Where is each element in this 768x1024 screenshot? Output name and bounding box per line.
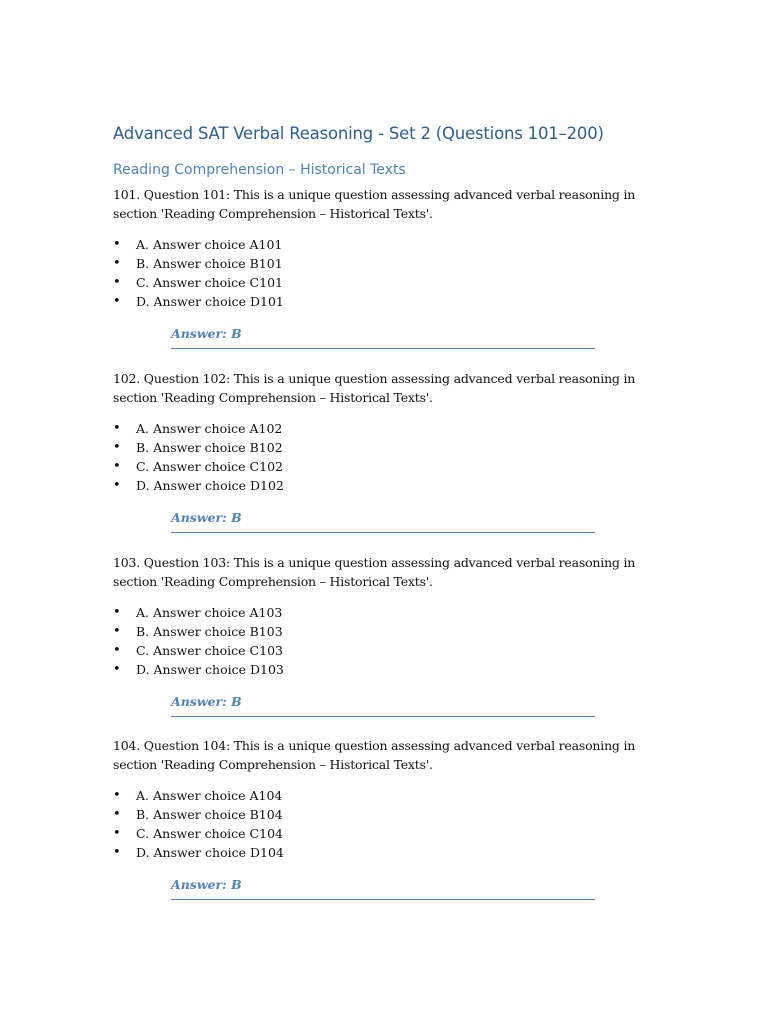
answer-choice-label: D. Answer choice D101 bbox=[136, 294, 284, 309]
answer-choice bbox=[113, 457, 673, 476]
answer-choice-label: C. Answer choice C102 bbox=[136, 459, 283, 474]
answer-choice-label: A. Answer choice A104 bbox=[136, 788, 283, 803]
answer-choice bbox=[113, 786, 673, 805]
bullet-icon: • bbox=[113, 624, 121, 639]
bullet-icon: • bbox=[113, 662, 121, 677]
answer-choice bbox=[113, 273, 673, 292]
bullet-icon: • bbox=[113, 440, 121, 455]
answer-choice-label: A. Answer choice A101 bbox=[136, 237, 283, 252]
question-text: 102. Question 102: This is a unique question assessing advanced verbal reasoning in section 'Reading Comprehension – Historical Texts'. bbox=[113, 371, 636, 405]
answer-choice bbox=[113, 419, 673, 438]
answer-choices-list bbox=[113, 235, 673, 311]
answer-choice bbox=[113, 843, 673, 862]
bullet-icon: • bbox=[113, 826, 121, 841]
answer-choice-label: C. Answer choice C104 bbox=[136, 826, 283, 841]
bullet-icon: • bbox=[113, 845, 121, 860]
answer-choice-label: D. Answer choice D102 bbox=[136, 478, 284, 493]
answer-choice-label: B. Answer choice B104 bbox=[136, 807, 283, 822]
answer-choice-label: D. Answer choice D103 bbox=[136, 662, 284, 677]
answer-choice bbox=[113, 292, 673, 311]
answer-choice-label: D. Answer choice D104 bbox=[136, 845, 284, 860]
answer-choice bbox=[113, 824, 673, 843]
answer-line: Answer: B bbox=[171, 692, 595, 717]
bullet-icon: • bbox=[113, 605, 121, 620]
answer-line: Answer: B bbox=[171, 324, 595, 349]
bullet-icon: • bbox=[113, 256, 121, 271]
bullet-icon: • bbox=[113, 421, 121, 436]
answer-choice-label: A. Answer choice A102 bbox=[136, 421, 283, 436]
section-heading: Reading Comprehension – Historical Texts bbox=[113, 162, 406, 178]
question-block bbox=[113, 185, 673, 349]
bullet-icon: • bbox=[113, 643, 121, 658]
answer-choice-label: B. Answer choice B102 bbox=[136, 440, 283, 455]
answer-choices-list bbox=[113, 419, 673, 495]
bullet-icon: • bbox=[113, 459, 121, 474]
bullet-icon: • bbox=[113, 275, 121, 290]
question-text: 103. Question 103: This is a unique question assessing advanced verbal reasoning in section 'Reading Comprehension – Historical Texts'. bbox=[113, 555, 636, 589]
bullet-icon: • bbox=[113, 807, 121, 822]
page-title: Advanced SAT Verbal Reasoning - Set 2 (Questions 101–200) bbox=[113, 124, 604, 143]
question-block bbox=[113, 553, 673, 717]
answer-choice bbox=[113, 641, 673, 660]
bullet-icon: • bbox=[113, 294, 121, 309]
answer-choice-label: C. Answer choice C103 bbox=[136, 643, 283, 658]
answer-choice bbox=[113, 476, 673, 495]
question-text: 101. Question 101: This is a unique question assessing advanced verbal reasoning in section 'Reading Comprehension – Historical Texts'. bbox=[113, 187, 636, 221]
answer-choice bbox=[113, 235, 673, 254]
answer-choice bbox=[113, 254, 673, 273]
bullet-icon: • bbox=[113, 788, 121, 803]
answer-choices-list bbox=[113, 603, 673, 679]
question-block bbox=[113, 369, 673, 533]
answer-choice-label: B. Answer choice B103 bbox=[136, 624, 283, 639]
answer-choice bbox=[113, 805, 673, 824]
question-text: 104. Question 104: This is a unique question assessing advanced verbal reasoning in section 'Reading Comprehension – Historical Texts'. bbox=[113, 738, 636, 772]
bullet-icon: • bbox=[113, 478, 121, 493]
answer-line: Answer: B bbox=[171, 508, 595, 533]
answer-choice bbox=[113, 622, 673, 641]
answer-choice bbox=[113, 660, 673, 679]
answer-choice-label: C. Answer choice C101 bbox=[136, 275, 283, 290]
answer-choices-list bbox=[113, 786, 673, 862]
answer-choice bbox=[113, 603, 673, 622]
bullet-icon: • bbox=[113, 237, 121, 252]
answer-choice-label: A. Answer choice A103 bbox=[136, 605, 283, 620]
answer-choice bbox=[113, 438, 673, 457]
answer-line: Answer: B bbox=[171, 875, 595, 900]
question-block bbox=[113, 736, 673, 900]
answer-choice-label: B. Answer choice B101 bbox=[136, 256, 283, 271]
